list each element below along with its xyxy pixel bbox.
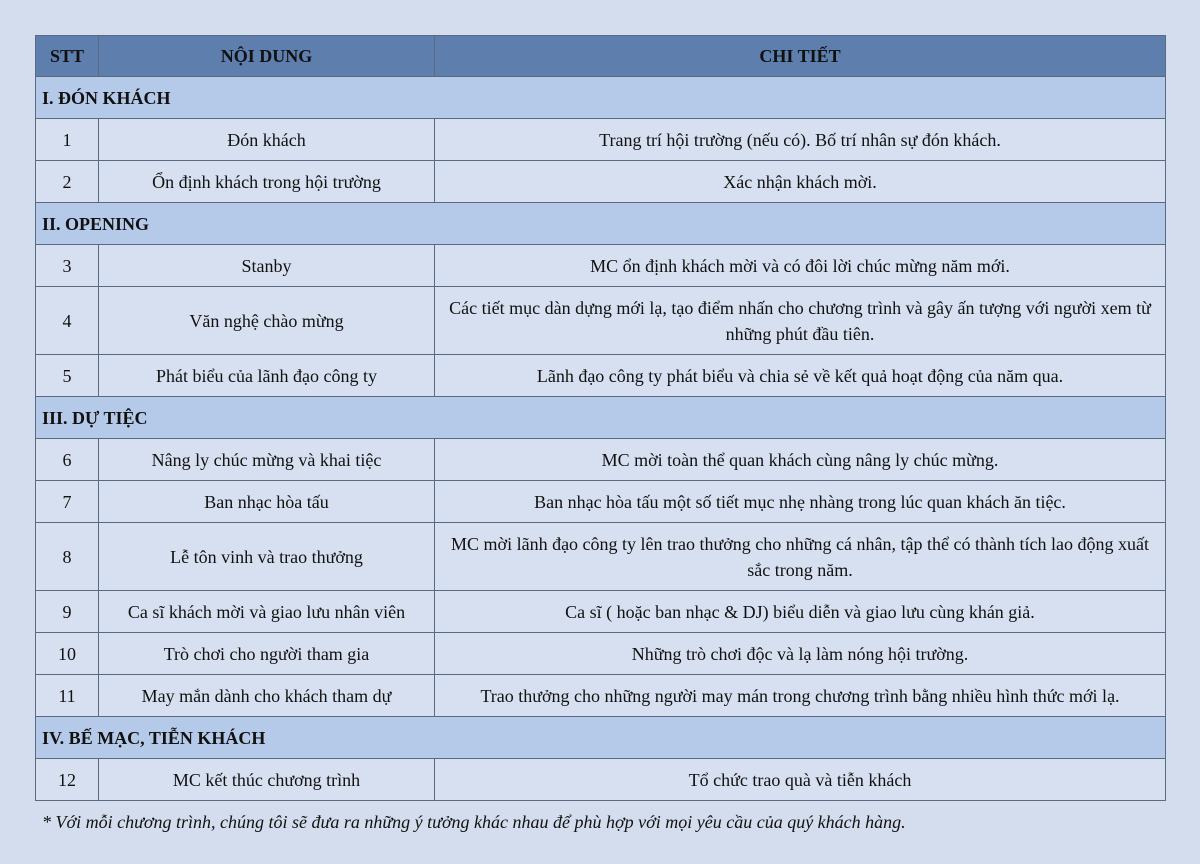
cell-stt: 12 bbox=[36, 759, 99, 801]
table-row bbox=[36, 633, 1166, 675]
table-row bbox=[36, 439, 1166, 481]
cell-detail: MC ổn định khách mời và có đôi lời chúc mừng năm mới. bbox=[435, 245, 1166, 287]
cell-detail: Trang trí hội trường (nếu có). Bố trí nhân sự đón khách. bbox=[435, 119, 1166, 161]
table-row bbox=[36, 523, 1166, 591]
table-row bbox=[36, 759, 1166, 801]
section-title: I. ĐÓN KHÁCH bbox=[36, 77, 1166, 119]
table-row bbox=[36, 245, 1166, 287]
table-row bbox=[36, 591, 1166, 633]
cell-stt: 2 bbox=[36, 161, 99, 203]
cell-detail: Ban nhạc hòa tấu một số tiết mục nhẹ nhàng trong lúc quan khách ăn tiệc. bbox=[435, 481, 1166, 523]
cell-content: Ca sĩ khách mời và giao lưu nhân viên bbox=[99, 591, 435, 633]
cell-content: Lễ tôn vinh và trao thưởng bbox=[99, 523, 435, 591]
section-row bbox=[36, 77, 1166, 119]
section-row bbox=[36, 203, 1166, 245]
cell-stt: 9 bbox=[36, 591, 99, 633]
cell-content: MC kết thúc chương trình bbox=[99, 759, 435, 801]
cell-stt: 11 bbox=[36, 675, 99, 717]
cell-content: Trò chơi cho người tham gia bbox=[99, 633, 435, 675]
table-row bbox=[36, 287, 1166, 355]
cell-content: Stanby bbox=[99, 245, 435, 287]
cell-stt: 8 bbox=[36, 523, 99, 591]
cell-content: Văn nghệ chào mừng bbox=[99, 287, 435, 355]
header-content: NỘI DUNG bbox=[99, 36, 435, 77]
header-detail: CHI TIẾT bbox=[435, 36, 1166, 77]
cell-detail: MC mời toàn thể quan khách cùng nâng ly chúc mừng. bbox=[435, 439, 1166, 481]
cell-detail: Những trò chơi độc và lạ làm nóng hội trường. bbox=[435, 633, 1166, 675]
table-row bbox=[36, 119, 1166, 161]
cell-stt: 4 bbox=[36, 287, 99, 355]
section-title: II. OPENING bbox=[36, 203, 1166, 245]
cell-content: Đón khách bbox=[99, 119, 435, 161]
cell-detail: Các tiết mục dàn dựng mới lạ, tạo điểm nhấn cho chương trình và gây ấn tượng với người xem từ những phút đầu tiên. bbox=[435, 287, 1166, 355]
header-stt: STT bbox=[36, 36, 99, 77]
section-title: IV. BẾ MẠC, TIỄN KHÁCH bbox=[36, 717, 1166, 759]
cell-content: Phát biểu của lãnh đạo công ty bbox=[99, 355, 435, 397]
table-row bbox=[36, 355, 1166, 397]
cell-content: Ổn định khách trong hội trường bbox=[99, 161, 435, 203]
section-row bbox=[36, 717, 1166, 759]
cell-detail: Lãnh đạo công ty phát biểu và chia sẻ về kết quả hoạt động của năm qua. bbox=[435, 355, 1166, 397]
cell-stt: 1 bbox=[36, 119, 99, 161]
cell-stt: 7 bbox=[36, 481, 99, 523]
cell-content: May mắn dành cho khách tham dự bbox=[99, 675, 435, 717]
cell-stt: 3 bbox=[36, 245, 99, 287]
table-row bbox=[36, 675, 1166, 717]
cell-content: Nâng ly chúc mừng và khai tiệc bbox=[99, 439, 435, 481]
cell-stt: 6 bbox=[36, 439, 99, 481]
section-row bbox=[36, 397, 1166, 439]
header-row bbox=[36, 36, 1166, 77]
section-title: III. DỰ TIỆC bbox=[36, 397, 1166, 439]
cell-detail: Tổ chức trao quà và tiễn khách bbox=[435, 759, 1166, 801]
cell-stt: 5 bbox=[36, 355, 99, 397]
table-row bbox=[36, 481, 1166, 523]
cell-detail: MC mời lãnh đạo công ty lên trao thưởng cho những cá nhân, tập thể có thành tích lao động xuất sắc trong năm. bbox=[435, 523, 1166, 591]
table-row bbox=[36, 161, 1166, 203]
cell-detail: Ca sĩ ( hoặc ban nhạc & DJ) biểu diễn và giao lưu cùng khán giả. bbox=[435, 591, 1166, 633]
cell-content: Ban nhạc hòa tấu bbox=[99, 481, 435, 523]
cell-stt: 10 bbox=[36, 633, 99, 675]
footnote: * Với mỗi chương trình, chúng tôi sẽ đưa ra những ý tưởng khác nhau để phù hợp với mọi yêu cầu của quý khách hàng. bbox=[42, 812, 906, 832]
program-table bbox=[35, 35, 1166, 801]
cell-detail: Trao thưởng cho những người may mán trong chương trình bằng nhiều hình thức mới lạ. bbox=[435, 675, 1166, 717]
cell-detail: Xác nhận khách mời. bbox=[435, 161, 1166, 203]
